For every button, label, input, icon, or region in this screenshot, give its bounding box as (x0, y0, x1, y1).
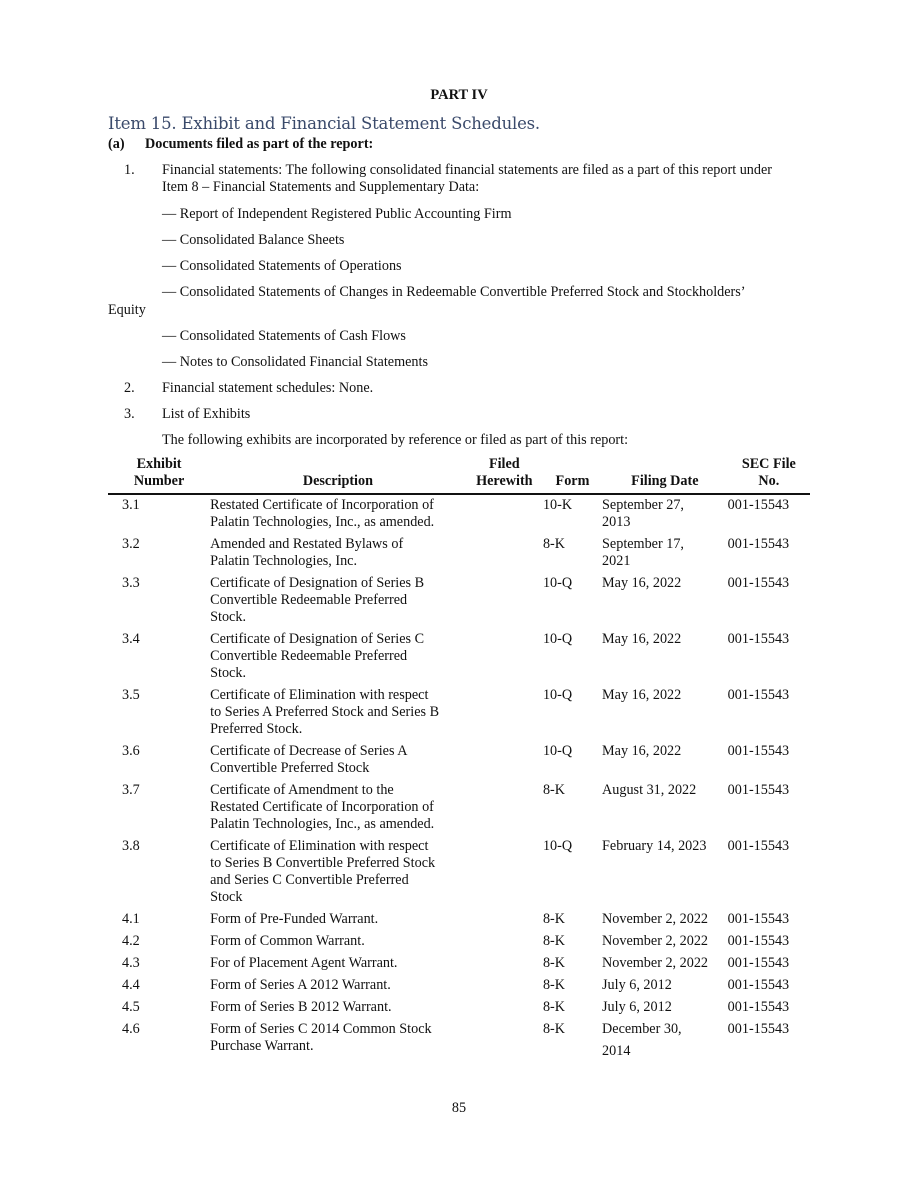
cell-sec-file-no: 001-15543 (727, 782, 790, 798)
cell-form: 10-K (542, 497, 573, 513)
list-number-2: 2. (124, 380, 135, 396)
table-row (108, 629, 810, 685)
cell-filed-herewith (466, 997, 543, 1019)
cell-filed-herewith (466, 780, 543, 836)
cell-description: Certificate of Elimination with respect to Series A Preferred Stock and Series B Preferred Stock. (210, 687, 440, 737)
cell-exhibit-number: 3.5 (122, 687, 140, 703)
cell-exhibit-number: 4.2 (122, 933, 140, 949)
cell-exhibit-number: 3.4 (122, 631, 140, 647)
cell-exhibit-number: 3.8 (122, 838, 140, 854)
cell-description: Certificate of Amendment to the Restated Certificate of Incorporation of Palatin Technologies, Inc., as amended. (210, 782, 435, 832)
cell-description: Certificate of Elimination with respect to Series B Convertible Preferred Stock and Series C Convertible Preferred Stock (210, 838, 436, 905)
cell-form: 8-K (542, 782, 566, 798)
header-exhibit-number: Exhibit Number (108, 456, 210, 494)
header-sec-file-no: SEC File No. (728, 456, 810, 494)
statement-item-wrap: Equity (108, 302, 146, 318)
cell-filed-herewith (466, 931, 543, 953)
list-text-2: Financial statement schedules: None. (162, 380, 374, 396)
cell-description: For of Placement Agent Warrant. (210, 955, 398, 971)
cell-sec-file-no: 001-15543 (727, 999, 790, 1015)
cell-sec-file-no: 001-15543 (727, 497, 790, 513)
cell-filing-date: May 16, 2022 (602, 575, 682, 591)
table-row (108, 534, 810, 573)
table-row (108, 1019, 810, 1063)
cell-filed-herewith (466, 494, 543, 534)
cell-description: Form of Pre-Funded Warrant. (210, 911, 379, 927)
cell-filing-date: September 27, 2013 (602, 497, 684, 530)
cell-form: 10-Q (542, 687, 573, 703)
table-header-row (108, 456, 810, 494)
cell-sec-file-no: 001-15543 (727, 933, 790, 949)
table-row (108, 836, 810, 909)
cell-filing-date: November 2, 2022 (602, 955, 709, 971)
list-text-1-line1: Financial statements: The following consolidated financial statements are filed as a part of this report under (162, 162, 773, 178)
cell-form: 8-K (542, 977, 566, 993)
cell-form: 10-Q (542, 743, 573, 759)
cell-sec-file-no: 001-15543 (727, 536, 790, 552)
cell-filing-date: May 16, 2022 (602, 743, 682, 759)
cell-filing-date: November 2, 2022 (602, 933, 709, 949)
cell-filed-herewith (466, 573, 543, 629)
cell-exhibit-number: 4.4 (122, 977, 140, 993)
cell-exhibit-number: 3.1 (122, 497, 140, 513)
table-row (108, 931, 810, 953)
statement-item: — Consolidated Statements of Cash Flows (162, 328, 406, 344)
cell-sec-file-no: 001-15543 (727, 955, 790, 971)
cell-sec-file-no: 001-15543 (727, 838, 790, 854)
table-row (108, 780, 810, 836)
cell-sec-file-no: 001-15543 (727, 687, 790, 703)
table-row (108, 685, 810, 741)
cell-exhibit-number: 4.1 (122, 911, 140, 927)
cell-filed-herewith (466, 685, 543, 741)
cell-form: 10-Q (542, 575, 573, 591)
cell-filing-date: July 6, 2012 (602, 999, 672, 1015)
table-row (108, 573, 810, 629)
cell-filing-date: August 31, 2022 (602, 782, 697, 798)
header-filed-herewith: Filed Herewith (466, 456, 543, 494)
list-number-3: 3. (124, 406, 135, 422)
cell-exhibit-number: 4.3 (122, 955, 140, 971)
exhibits-intro: The following exhibits are incorporated by reference or filed as part of this report: (162, 432, 629, 448)
statement-item: — Consolidated Statements of Operations (162, 258, 402, 274)
cell-description: Certificate of Designation of Series B Convertible Redeemable Preferred Stock. (210, 575, 425, 625)
cell-filed-herewith (466, 975, 543, 997)
table-row (108, 741, 810, 780)
part-title: PART IV (430, 87, 488, 103)
exhibits-table (108, 456, 810, 1063)
exhibits-table-body (108, 494, 810, 1063)
statement-item: — Report of Independent Registered Public Accounting Firm (162, 206, 512, 222)
list-text-3: List of Exhibits (162, 406, 251, 422)
cell-filed-herewith (466, 741, 543, 780)
statement-item: — Consolidated Balance Sheets (162, 232, 345, 248)
cell-filing-date: September 17, 2021 (602, 536, 684, 569)
cell-form: 10-Q (542, 838, 573, 854)
table-row (108, 975, 810, 997)
table-row (108, 494, 810, 534)
header-description: Description (210, 456, 466, 494)
table-row (108, 953, 810, 975)
cell-exhibit-number: 3.3 (122, 575, 140, 591)
section-a-title: Documents filed as part of the report: (145, 136, 374, 152)
cell-filed-herewith (466, 953, 543, 975)
cell-sec-file-no: 001-15543 (727, 743, 790, 759)
cell-filing-date: February 14, 2023 (602, 838, 707, 854)
item-heading: Item 15. Exhibit and Financial Statement Schedules. (108, 114, 540, 133)
section-a-label: (a) (108, 136, 125, 152)
table-row (108, 997, 810, 1019)
cell-form: 8-K (542, 933, 566, 949)
cell-description: Certificate of Designation of Series C Convertible Redeemable Preferred Stock. (210, 631, 425, 681)
cell-filing-date: May 16, 2022 (602, 687, 682, 703)
cell-exhibit-number: 4.6 (122, 1021, 140, 1037)
cell-form: 8-K (542, 911, 566, 927)
cell-filing-date: July 6, 2012 (602, 977, 672, 993)
cell-exhibit-number: 3.2 (122, 536, 140, 552)
page-number: 85 (451, 1100, 467, 1116)
statement-item: — Consolidated Statements of Changes in Redeemable Convertible Preferred Stock and Stockholders’ (162, 284, 746, 300)
cell-filed-herewith (466, 534, 543, 573)
list-number-1: 1. (124, 162, 135, 178)
cell-filing-date: May 16, 2022 (602, 631, 682, 647)
cell-filed-herewith (466, 1019, 543, 1063)
cell-description: Amended and Restated Bylaws of Palatin Technologies, Inc. (210, 536, 404, 569)
cell-form: 8-K (542, 1021, 566, 1037)
list-text-1-line2: Item 8 – Financial Statements and Supplementary Data: (162, 179, 480, 195)
cell-description: Certificate of Decrease of Series A Convertible Preferred Stock (210, 743, 408, 776)
table-row (108, 909, 810, 931)
section-a-heading (108, 136, 373, 153)
cell-sec-file-no: 001-15543 (727, 575, 790, 591)
cell-filed-herewith (466, 909, 543, 931)
header-form: Form (543, 456, 602, 494)
cell-description: Form of Common Warrant. (210, 933, 365, 949)
cell-filed-herewith (466, 836, 543, 909)
cell-filing-date: December 30, 2014 (602, 1021, 682, 1059)
cell-form: 10-Q (542, 631, 573, 647)
cell-description: Form of Series C 2014 Common Stock Purchase Warrant. (210, 1021, 432, 1054)
cell-description: Form of Series B 2012 Warrant. (210, 999, 392, 1015)
cell-exhibit-number: 4.5 (122, 999, 140, 1015)
cell-exhibit-number: 3.6 (122, 743, 140, 759)
cell-form: 8-K (542, 955, 566, 971)
cell-sec-file-no: 001-15543 (727, 911, 790, 927)
cell-form: 8-K (542, 999, 566, 1015)
header-filing-date: Filing Date (602, 456, 728, 494)
cell-sec-file-no: 001-15543 (727, 631, 790, 647)
statement-item: — Notes to Consolidated Financial Statements (162, 354, 428, 370)
cell-description: Form of Series A 2012 Warrant. (210, 977, 391, 993)
cell-sec-file-no: 001-15543 (727, 1021, 790, 1037)
cell-filing-date: November 2, 2022 (602, 911, 709, 927)
cell-sec-file-no: 001-15543 (727, 977, 790, 993)
cell-form: 8-K (542, 536, 566, 552)
cell-filed-herewith (466, 629, 543, 685)
cell-description: Restated Certificate of Incorporation of Palatin Technologies, Inc., as amended. (210, 497, 435, 530)
cell-exhibit-number: 3.7 (122, 782, 140, 798)
